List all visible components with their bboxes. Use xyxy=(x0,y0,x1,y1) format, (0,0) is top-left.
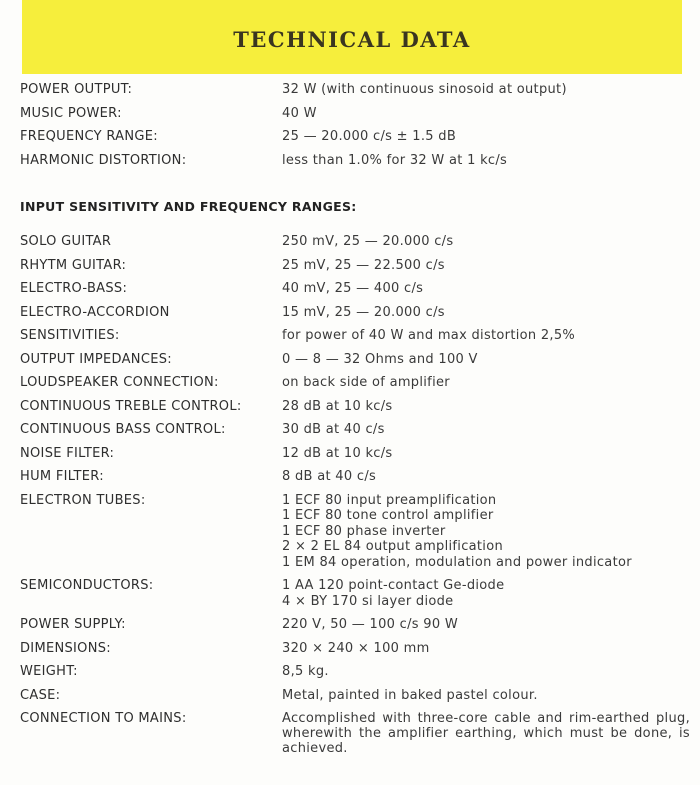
spec-value: 15 mV, 25 — 20.000 c/s xyxy=(282,304,445,320)
spec-value: 30 dB at 40 c/s xyxy=(282,422,385,437)
mains-row xyxy=(20,707,690,756)
spec-value: 250 mV, 25 — 20.000 c/s xyxy=(282,234,454,249)
spec-row xyxy=(20,395,690,419)
spec-label: OUTPUT IMPEDANCES: xyxy=(20,351,172,367)
spec-value: less than 1.0% for 32 W at 1 kc/s xyxy=(282,152,508,168)
spec-label: NOISE FILTER: xyxy=(20,445,115,461)
spec-value: 0 — 8 — 32 Ohms and 100 V xyxy=(282,351,478,367)
spec-row xyxy=(20,102,690,126)
spec-label: DIMENSIONS: xyxy=(20,640,111,656)
electron-tubes-list xyxy=(282,489,690,575)
semiconductor-line: 1 AA 120 point-contact Ge-diode xyxy=(282,578,505,593)
spec-row xyxy=(20,277,690,301)
spec-value: 32 W (with continuous sinosoid at output) xyxy=(282,82,567,97)
tube-line: 1 ECF 80 phase inverter xyxy=(282,523,446,539)
spec-row xyxy=(20,125,690,149)
spec-row xyxy=(20,301,690,325)
spec-value: 28 dB at 10 kc/s xyxy=(282,398,393,414)
semiconductors-list xyxy=(282,574,690,613)
spec-label: CASE: xyxy=(20,687,61,703)
spec-label: CONTINUOUS BASS CONTROL: xyxy=(20,422,226,437)
spec-row xyxy=(20,348,690,372)
spec-value: for power of 40 W and max distortion 2,5% xyxy=(282,328,576,343)
spec-row xyxy=(20,78,690,102)
semiconductors-row xyxy=(20,574,690,613)
section-heading: INPUT SENSITIVITY AND FREQUENCY RANGES: xyxy=(20,199,357,214)
spec-value: 40 mV, 25 — 400 c/s xyxy=(282,281,424,296)
spec-value: 25 mV, 25 — 22.500 c/s xyxy=(282,257,445,273)
semiconductor-line: 4 × BY 170 si layer diode xyxy=(282,593,454,609)
spec-label: RHYTM GUITAR: xyxy=(20,257,127,273)
spec-value: 12 dB at 10 kc/s xyxy=(282,445,393,461)
tube-line: 1 ECF 80 tone control amplifier xyxy=(282,508,494,523)
spec-row xyxy=(20,613,690,637)
spec-label: WEIGHT: xyxy=(20,664,78,679)
spec-label: LOUDSPEAKER CONNECTION: xyxy=(20,375,219,390)
spec-label: CONNECTION TO MAINS: xyxy=(20,711,187,726)
spec-row xyxy=(20,637,690,661)
spec-value: 8 dB at 40 c/s xyxy=(282,469,377,484)
spec-label: ELECTRON TUBES: xyxy=(20,492,146,508)
spec-row xyxy=(20,465,690,489)
spec-label: MUSIC POWER: xyxy=(20,105,122,121)
spec-row xyxy=(20,254,690,278)
mains-value: Accomplished with three-core cable and rim-earthed plug, wherewith the amplifier earthing, which must be done, is achieved. xyxy=(282,711,690,756)
input-specs xyxy=(20,230,690,756)
tube-line: 2 × 2 EL 84 output amplification xyxy=(282,539,504,554)
spec-label: SOLO GUITAR xyxy=(20,234,112,249)
spec-label: HARMONIC DISTORTION: xyxy=(20,152,187,168)
spec-label: ELECTRO-ACCORDION xyxy=(20,304,170,320)
spec-label: HUM FILTER: xyxy=(20,469,104,484)
spec-row xyxy=(20,149,690,173)
spec-value: Metal, painted in baked pastel colour. xyxy=(282,687,538,703)
spec-row xyxy=(20,230,690,254)
electron-tubes-row xyxy=(20,489,690,575)
spec-row xyxy=(20,442,690,466)
spec-row xyxy=(20,418,690,442)
spec-label: ELECTRO-BASS: xyxy=(20,281,128,296)
spec-value: 8,5 kg. xyxy=(282,664,329,679)
spec-row xyxy=(20,660,690,684)
spec-value: 40 W xyxy=(282,105,317,121)
spec-value: 25 — 20.000 c/s ± 1.5 dB xyxy=(282,129,457,144)
spec-value: 220 V, 50 — 100 c/s 90 W xyxy=(282,617,459,632)
spec-label: POWER OUTPUT: xyxy=(20,82,133,97)
title-banner xyxy=(22,0,682,74)
tube-line: 1 ECF 80 input preamplification xyxy=(282,492,497,508)
page-title: TECHNICAL DATA xyxy=(233,26,471,52)
tube-line: 1 EM 84 operation, modulation and power indicator xyxy=(282,554,632,570)
spec-label: CONTINUOUS TREBLE CONTROL: xyxy=(20,398,242,414)
spec-label: SENSITIVITIES: xyxy=(20,328,120,343)
spec-value: 320 × 240 × 100 mm xyxy=(282,640,430,656)
spec-row xyxy=(20,324,690,348)
spec-value: on back side of amplifier xyxy=(282,375,450,390)
spec-label: SEMICONDUCTORS: xyxy=(20,578,154,593)
top-specs xyxy=(20,78,690,172)
spec-row xyxy=(20,371,690,395)
spec-row xyxy=(20,684,690,708)
spec-label: POWER SUPPLY: xyxy=(20,617,126,632)
spec-label: FREQUENCY RANGE: xyxy=(20,129,158,144)
